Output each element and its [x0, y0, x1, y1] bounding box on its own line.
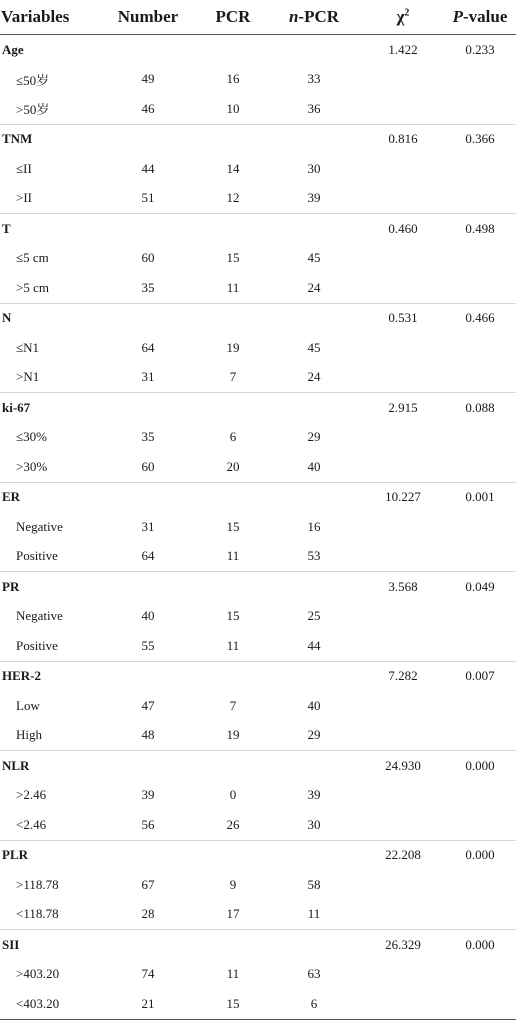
- table-group-row: [0, 661, 516, 691]
- pcr-cell: 15: [226, 608, 240, 624]
- table-group-row: [0, 840, 516, 870]
- variable-cell: Positive: [16, 637, 58, 653]
- pcr-cell: 10: [226, 100, 240, 116]
- header-pcr: PCR: [200, 0, 266, 35]
- variable-cell: ≤5 cm: [16, 250, 49, 266]
- number-cell: 35: [141, 429, 155, 445]
- p-value-cell: [444, 452, 516, 482]
- number-cell: [96, 661, 200, 691]
- variable-cell: Negative: [16, 608, 63, 624]
- header-number: Number: [96, 0, 200, 35]
- chi-square-cell: 3.568: [362, 572, 444, 602]
- variable-cell: >5 cm: [16, 279, 49, 295]
- number-cell: 55: [141, 637, 155, 653]
- table-row: [0, 602, 516, 632]
- number-cell: 44: [141, 160, 155, 176]
- number-cell: 51: [141, 190, 155, 206]
- chi-square-cell: [362, 423, 444, 453]
- pcr-cell: [200, 840, 266, 870]
- npcr-cell: 29: [307, 429, 321, 445]
- number-cell: 40: [141, 608, 155, 624]
- table-group-row: [0, 35, 516, 65]
- pcr-cell: 15: [226, 518, 240, 534]
- table-group-row: [0, 930, 516, 960]
- variable-cell: NLR: [0, 751, 96, 781]
- chi-square-cell: 10.227: [362, 482, 444, 512]
- variable-cell: >N1: [16, 369, 40, 385]
- table-group-row: [0, 124, 516, 154]
- number-cell: 46: [141, 100, 155, 116]
- p-value-cell: [444, 870, 516, 900]
- npcr-cell: 29: [307, 727, 321, 743]
- p-value-cell: [444, 512, 516, 542]
- npcr-cell: 44: [307, 637, 321, 653]
- number-cell: [96, 840, 200, 870]
- variable-cell: <403.20: [0, 989, 96, 1019]
- variable-cell: Age: [0, 35, 96, 65]
- pcr-cell: 11: [226, 279, 240, 295]
- npcr-cell: 39: [307, 787, 321, 803]
- variable-cell: ≤N1: [16, 339, 40, 355]
- table-row: [0, 333, 516, 363]
- header-npcr-italic: n: [288, 7, 299, 26]
- pcr-cell: 7: [229, 697, 237, 713]
- table-row: [0, 989, 516, 1019]
- chi-square-cell: 24.930: [362, 751, 444, 781]
- npcr-cell: 11: [307, 906, 321, 922]
- npcr-cell: 6: [266, 989, 362, 1019]
- variable-cell: ki-67: [0, 393, 96, 423]
- number-cell: 28: [141, 906, 155, 922]
- p-value-cell: [444, 65, 516, 95]
- p-value-cell: 0.498: [444, 214, 516, 244]
- variable-cell: <2.46: [16, 816, 47, 832]
- table-row: [0, 423, 516, 453]
- variable-cell: PR: [0, 572, 96, 602]
- variable-cell: ≤50岁: [16, 72, 50, 88]
- variable-cell: PLR: [0, 840, 96, 870]
- variable-cell: Positive: [16, 548, 58, 564]
- number-cell: 21: [96, 989, 200, 1019]
- npcr-cell: 40: [307, 697, 321, 713]
- header-chi-square: [362, 0, 444, 35]
- table-row: [0, 960, 516, 990]
- chi-square-cell: 0.460: [362, 214, 444, 244]
- npcr-cell: 63: [307, 966, 321, 982]
- chi-square-cell: [362, 363, 444, 393]
- p-value-cell: [444, 989, 516, 1019]
- table-group-row: [0, 482, 516, 512]
- variable-cell: ER: [0, 482, 96, 512]
- p-value-cell: 0.088: [444, 393, 516, 423]
- number-cell: 64: [141, 548, 155, 564]
- pcr-cell: 19: [226, 727, 240, 743]
- number-cell: 67: [141, 876, 155, 892]
- chi-square-cell: [362, 870, 444, 900]
- p-value-cell: 0.000: [444, 930, 516, 960]
- table-group-row: [0, 214, 516, 244]
- p-value-cell: [444, 900, 516, 930]
- header-row: [0, 0, 516, 35]
- p-value-cell: [444, 244, 516, 274]
- number-cell: [96, 124, 200, 154]
- number-cell: 31: [141, 369, 155, 385]
- pcr-cell: 17: [226, 906, 240, 922]
- npcr-cell: 25: [307, 608, 321, 624]
- header-npcr: [266, 0, 362, 35]
- chi-square-cell: 22.208: [362, 840, 444, 870]
- chi-square-cell: [362, 244, 444, 274]
- chi-square-cell: [362, 691, 444, 721]
- p-value-cell: 0.001: [444, 482, 516, 512]
- variable-cell: TNM: [0, 124, 96, 154]
- table-row: [0, 721, 516, 751]
- npcr-cell: 45: [307, 250, 321, 266]
- p-value-cell: [444, 363, 516, 393]
- number-cell: [96, 482, 200, 512]
- chi-square-cell: [362, 333, 444, 363]
- table-row: [0, 542, 516, 572]
- chi-square-cell: [362, 452, 444, 482]
- table-body: [0, 35, 516, 1020]
- number-cell: 39: [141, 787, 155, 803]
- table-row: [0, 363, 516, 393]
- table-group-row: [0, 572, 516, 602]
- number-cell: [96, 751, 200, 781]
- p-value-cell: [444, 423, 516, 453]
- table-row: [0, 94, 516, 124]
- npcr-cell: [266, 840, 362, 870]
- pcr-cell: [200, 751, 266, 781]
- variable-cell: Negative: [16, 518, 63, 534]
- pcr-cell: 0: [229, 787, 237, 803]
- variable-cell: >403.20: [16, 966, 60, 982]
- number-cell: 56: [141, 816, 155, 832]
- table-row: [0, 244, 516, 274]
- npcr-cell: [266, 124, 362, 154]
- table-row: [0, 810, 516, 840]
- table-row: [0, 900, 516, 930]
- variable-cell: ≤30%: [16, 429, 47, 445]
- npcr-cell: [266, 572, 362, 602]
- pcr-cell: 11: [226, 548, 240, 564]
- pcr-cell: 6: [229, 429, 237, 445]
- variable-cell: SII: [0, 930, 96, 960]
- p-value-cell: [444, 94, 516, 124]
- table-row: [0, 870, 516, 900]
- table-group-row: [0, 393, 516, 423]
- table-row: [0, 452, 516, 482]
- p-value-cell: [444, 781, 516, 811]
- table-row: [0, 65, 516, 95]
- npcr-cell: 30: [307, 160, 321, 176]
- table-row: [0, 781, 516, 811]
- npcr-cell: [266, 661, 362, 691]
- number-cell: 35: [141, 279, 155, 295]
- chi-square-cell: [362, 602, 444, 632]
- chi-square-cell: [362, 721, 444, 751]
- p-value-cell: [444, 184, 516, 214]
- p-value-cell: [444, 542, 516, 572]
- npcr-cell: [266, 35, 362, 65]
- pcr-cell: 11: [226, 637, 240, 653]
- header-p-value: [444, 0, 516, 35]
- pcr-cell: [200, 661, 266, 691]
- header-p-rest: -value: [463, 7, 508, 26]
- p-value-cell: [444, 602, 516, 632]
- chi-square-cell: 7.282: [362, 661, 444, 691]
- number-cell: 31: [141, 518, 155, 534]
- variable-cell: >50岁: [16, 102, 50, 118]
- chi-square-cell: [362, 94, 444, 124]
- chi-square-cell: 2.915: [362, 393, 444, 423]
- number-cell: 49: [141, 71, 155, 87]
- p-value-cell: 0.007: [444, 661, 516, 691]
- chi-square-cell: [362, 810, 444, 840]
- npcr-cell: [266, 214, 362, 244]
- p-value-cell: [444, 631, 516, 661]
- npcr-cell: 58: [307, 876, 321, 892]
- pcr-cell: [200, 482, 266, 512]
- table-group-row: [0, 303, 516, 333]
- chi-square-cell: [362, 989, 444, 1019]
- pcr-cell: [200, 393, 266, 423]
- number-cell: 60: [141, 458, 155, 474]
- npcr-cell: 16: [307, 518, 321, 534]
- number-cell: [96, 930, 200, 960]
- pcr-cell: 12: [226, 190, 240, 206]
- p-value-cell: [444, 721, 516, 751]
- variable-cell: ≤II: [16, 160, 32, 176]
- p-value-cell: 0.366: [444, 124, 516, 154]
- variable-cell: >30%: [16, 458, 48, 474]
- table-header: [0, 0, 516, 35]
- npcr-cell: 40: [307, 458, 321, 474]
- chi-square-cell: 1.422: [362, 35, 444, 65]
- pcr-cell: [200, 35, 266, 65]
- p-value-cell: 0.000: [444, 840, 516, 870]
- p-value-cell: [444, 691, 516, 721]
- pcr-cell: 15: [226, 250, 240, 266]
- header-chi-superscript: 2: [404, 7, 410, 19]
- table-row: [0, 154, 516, 184]
- npcr-cell: 36: [307, 100, 321, 116]
- npcr-cell: 24: [307, 369, 321, 385]
- number-cell: [96, 35, 200, 65]
- variable-cell: N: [0, 303, 96, 333]
- variable-cell: High: [16, 727, 42, 743]
- pcr-cell: 26: [226, 816, 240, 832]
- chi-square-cell: 26.329: [362, 930, 444, 960]
- pcr-cell: 9: [229, 876, 237, 892]
- pcr-cell: [200, 124, 266, 154]
- pcr-cell: [200, 930, 266, 960]
- pcr-cell: 20: [226, 458, 240, 474]
- p-value-cell: [444, 154, 516, 184]
- npcr-cell: [266, 393, 362, 423]
- chi-square-cell: [362, 631, 444, 661]
- variable-cell: Low: [16, 697, 40, 713]
- table-row: [0, 273, 516, 303]
- number-cell: 60: [141, 250, 155, 266]
- p-value-cell: [444, 333, 516, 363]
- npcr-cell: [266, 303, 362, 333]
- p-value-cell: 0.000: [444, 751, 516, 781]
- number-cell: [96, 393, 200, 423]
- p-value-cell: 0.466: [444, 303, 516, 333]
- pcr-cell: [200, 214, 266, 244]
- npcr-cell: 45: [307, 339, 321, 355]
- p-value-cell: 0.049: [444, 572, 516, 602]
- chi-square-cell: [362, 960, 444, 990]
- npcr-cell: [266, 751, 362, 781]
- chi-square-cell: [362, 542, 444, 572]
- chi-square-cell: 0.816: [362, 124, 444, 154]
- p-value-cell: [444, 810, 516, 840]
- pcr-cell: 7: [229, 369, 237, 385]
- table-row: [0, 691, 516, 721]
- p-value-cell: [444, 273, 516, 303]
- variable-cell: >II: [16, 190, 32, 206]
- number-cell: 47: [141, 697, 155, 713]
- npcr-cell: 53: [307, 548, 321, 564]
- p-value-cell: 0.233: [444, 35, 516, 65]
- p-value-cell: [444, 960, 516, 990]
- number-cell: [96, 214, 200, 244]
- variable-cell: HER-2: [0, 661, 96, 691]
- pcr-cell: [200, 572, 266, 602]
- chi-square-cell: [362, 65, 444, 95]
- header-p-italic: P: [452, 7, 463, 26]
- npcr-cell: 24: [307, 279, 321, 295]
- number-cell: 64: [141, 339, 155, 355]
- table-row: [0, 184, 516, 214]
- number-cell: [96, 303, 200, 333]
- npcr-cell: 33: [307, 71, 321, 87]
- npcr-cell: [266, 482, 362, 512]
- number-cell: 74: [141, 966, 155, 982]
- pcr-cell: [200, 303, 266, 333]
- npcr-cell: 39: [307, 190, 321, 206]
- chi-square-cell: [362, 900, 444, 930]
- npcr-cell: [266, 930, 362, 960]
- header-variables: Variables: [0, 0, 96, 35]
- number-cell: 48: [141, 727, 155, 743]
- variable-cell: <118.78: [16, 906, 59, 922]
- chi-square-cell: 0.531: [362, 303, 444, 333]
- variable-cell: >118.78: [16, 876, 59, 892]
- pcr-cell: 11: [226, 966, 240, 982]
- chi-square-cell: [362, 273, 444, 303]
- table-row: [0, 631, 516, 661]
- npcr-cell: 30: [307, 816, 321, 832]
- chi-square-cell: [362, 154, 444, 184]
- chi-square-cell: [362, 512, 444, 542]
- table-row: [0, 512, 516, 542]
- pcr-cell: 16: [226, 71, 240, 87]
- chi-square-cell: [362, 781, 444, 811]
- variable-cell: T: [0, 214, 96, 244]
- variable-cell: >2.46: [16, 787, 47, 803]
- table-group-row: [0, 751, 516, 781]
- number-cell: [96, 572, 200, 602]
- header-chi-symbol: χ: [396, 7, 405, 26]
- pcr-cell: 19: [226, 339, 240, 355]
- chi-square-cell: [362, 184, 444, 214]
- pcr-cell: 15: [200, 989, 266, 1019]
- header-npcr-rest: -PCR: [298, 7, 340, 26]
- pcr-cell: 14: [226, 160, 240, 176]
